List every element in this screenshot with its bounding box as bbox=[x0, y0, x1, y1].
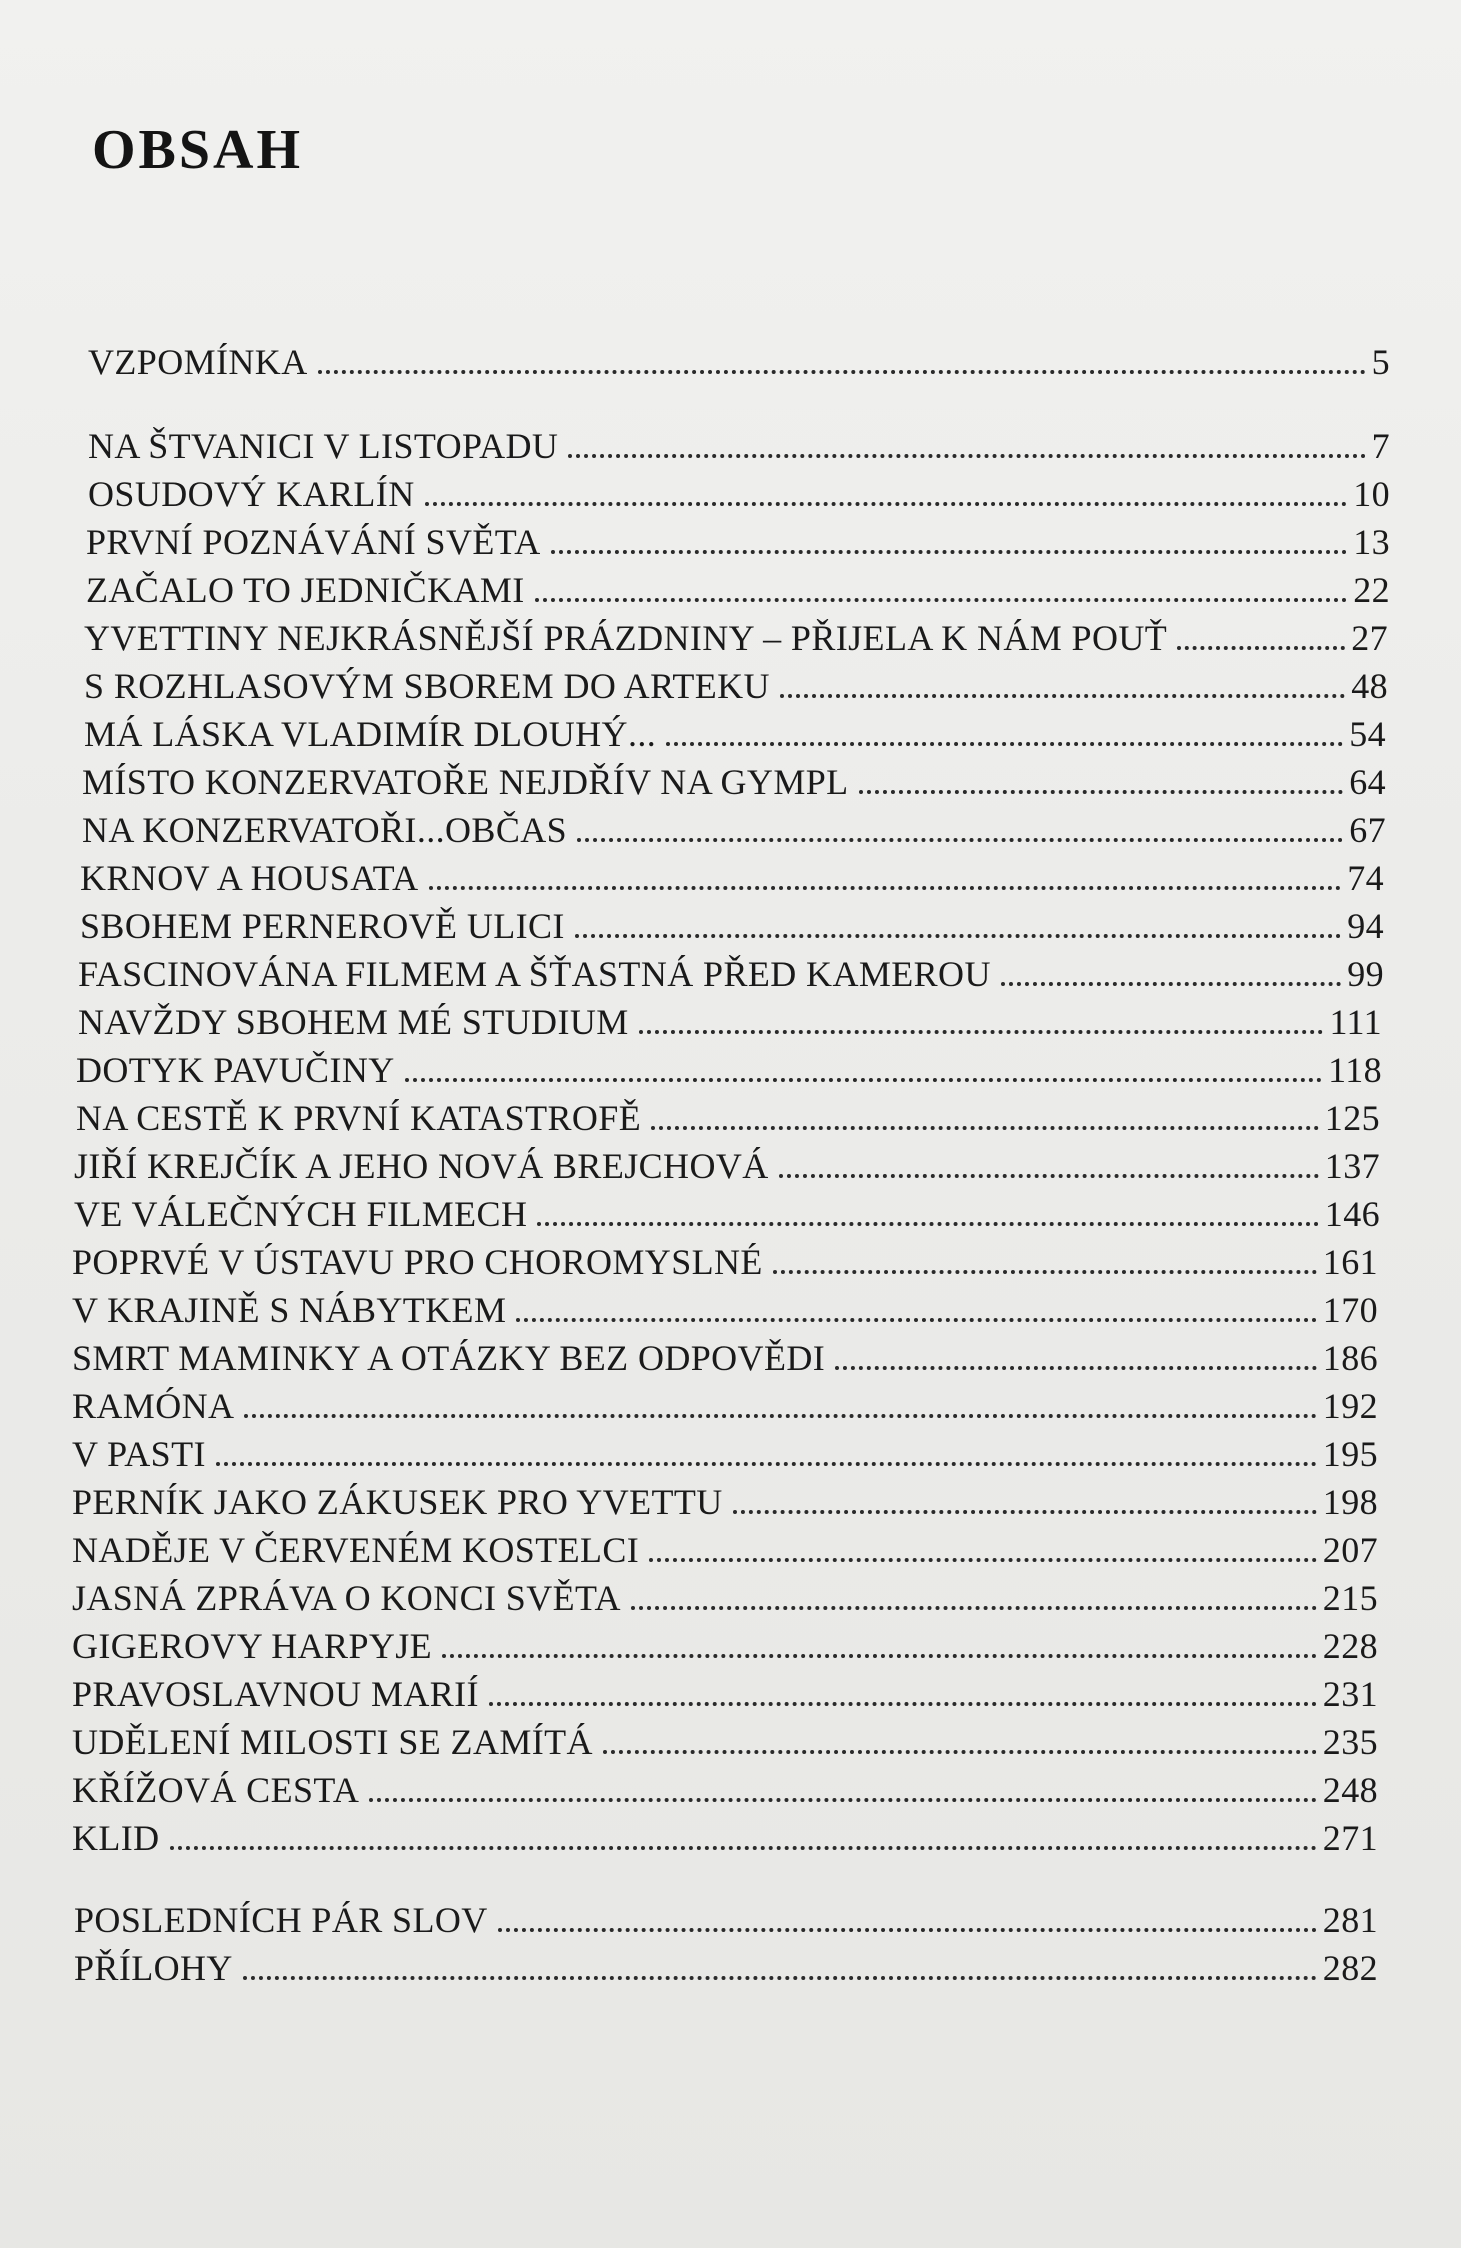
toc-dot-leader bbox=[535, 598, 1348, 602]
toc-page-number: 54 bbox=[1349, 714, 1386, 754]
toc-page-number: 228 bbox=[1322, 1626, 1378, 1666]
toc-dot-leader bbox=[577, 838, 1343, 842]
toc-entry bbox=[80, 852, 1384, 900]
toc-dot-leader bbox=[537, 1222, 1318, 1226]
toc-entry-title: V PASTI bbox=[72, 1434, 206, 1474]
toc-entry-title: S ROZHLASOVÝM SBOREM DO ARTEKU bbox=[84, 666, 770, 706]
toc-entry bbox=[82, 804, 1386, 852]
toc-dot-leader bbox=[551, 550, 1348, 554]
toc-entry-title: JIŘÍ KREJČÍK A JEHO NOVÁ BREJCHOVÁ bbox=[74, 1146, 769, 1186]
toc-entry bbox=[72, 1332, 1378, 1380]
toc-page-number: 282 bbox=[1322, 1948, 1378, 1988]
toc-entry-title: SMRT MAMINKY A OTÁZKY BEZ ODPOVĚDI bbox=[72, 1338, 826, 1378]
toc-entry-title: POPRVÉ V ÚSTAVU PRO CHOROMYSLNÉ bbox=[72, 1242, 763, 1282]
toc-page-number: 99 bbox=[1347, 954, 1384, 994]
toc-entry bbox=[74, 1942, 1378, 1990]
toc-entry-title: KRNOV A HOUSATA bbox=[80, 858, 419, 898]
toc-dot-leader bbox=[835, 1366, 1317, 1370]
toc-page-number: 281 bbox=[1322, 1900, 1378, 1940]
toc-entry bbox=[74, 1188, 1380, 1236]
toc-entry bbox=[84, 612, 1388, 660]
toc-page-number: 125 bbox=[1324, 1098, 1380, 1138]
toc-page-number: 27 bbox=[1351, 618, 1388, 658]
toc-entry bbox=[72, 1428, 1378, 1476]
toc-page-number: 5 bbox=[1371, 342, 1390, 382]
toc-entry bbox=[72, 1620, 1378, 1668]
toc-entry-title: POSLEDNÍCH PÁR SLOV bbox=[74, 1900, 488, 1940]
toc-entry bbox=[84, 660, 1388, 708]
toc-page-number: 235 bbox=[1322, 1722, 1378, 1762]
toc-entry-title: V KRAJINĚ S NÁBYTKEM bbox=[72, 1290, 507, 1330]
toc-entry bbox=[80, 900, 1384, 948]
toc-entry bbox=[72, 1380, 1378, 1428]
toc-page-number: 94 bbox=[1347, 906, 1384, 946]
toc-page-number: 231 bbox=[1322, 1674, 1378, 1714]
toc-entry-title: PRAVOSLAVNOU MARIÍ bbox=[72, 1674, 479, 1714]
toc-dot-leader bbox=[1001, 982, 1341, 986]
toc-entry-title: KŘÍŽOVÁ CESTA bbox=[72, 1770, 360, 1810]
toc-page-number: 13 bbox=[1353, 522, 1390, 562]
toc-entry bbox=[72, 1764, 1378, 1812]
toc-dot-leader bbox=[442, 1654, 1317, 1658]
toc-page-number: 207 bbox=[1322, 1530, 1378, 1570]
toc-entry bbox=[76, 1044, 1382, 1092]
toc-dot-leader bbox=[489, 1702, 1317, 1706]
toc-dot-leader bbox=[568, 454, 1365, 458]
toc-dot-leader bbox=[603, 1750, 1317, 1754]
toc-entry-title: DOTYK PAVUČINY bbox=[76, 1050, 395, 1090]
toc-entry bbox=[88, 468, 1390, 516]
toc-entry bbox=[72, 1476, 1378, 1524]
toc-dot-leader bbox=[639, 1030, 1324, 1034]
toc-entry bbox=[72, 1572, 1378, 1620]
toc-page-number: 74 bbox=[1347, 858, 1384, 898]
toc-entry-title: YVETTINY NEJKRÁSNĚJŠÍ PRÁZDNINY – PŘIJELA K NÁM POUŤ bbox=[84, 618, 1168, 658]
toc-dot-leader bbox=[666, 742, 1343, 746]
toc-page-number: 186 bbox=[1322, 1338, 1378, 1378]
toc-dot-leader bbox=[369, 1798, 1316, 1802]
toc-dot-leader bbox=[733, 1510, 1317, 1514]
toc-entry-title: FASCINOVÁNA FILMEM A ŠŤASTNÁ PŘED KAMEROU bbox=[78, 954, 991, 994]
toc-entry bbox=[74, 1894, 1378, 1942]
toc-entry-title: ZAČALO TO JEDNIČKAMI bbox=[86, 570, 525, 610]
toc-page-number: 248 bbox=[1322, 1770, 1378, 1810]
toc-entry-title: NA KONZERVATOŘI...OBČAS bbox=[82, 810, 568, 850]
toc-entry bbox=[72, 1524, 1378, 1572]
toc-page-number: 161 bbox=[1322, 1242, 1378, 1282]
toc-page-number: 215 bbox=[1322, 1578, 1378, 1618]
toc-entry-title: KLID bbox=[72, 1818, 160, 1858]
toc-page-number: 137 bbox=[1324, 1146, 1380, 1186]
page-title: OBSAH bbox=[92, 119, 304, 181]
toc-dot-leader bbox=[244, 1414, 1316, 1418]
toc-entry-title: SBOHEM PERNEROVĚ ULICI bbox=[80, 906, 565, 946]
toc-entry-title: NADĚJE V ČERVENÉM KOSTELCI bbox=[72, 1530, 640, 1570]
toc-entry bbox=[84, 708, 1386, 756]
toc-entry-title: VE VÁLEČNÝCH FILMECH bbox=[74, 1194, 528, 1234]
toc-entry-title: NAVŽDY SBOHEM MÉ STUDIUM bbox=[78, 1002, 629, 1042]
toc-entry bbox=[88, 336, 1390, 384]
toc-entry bbox=[88, 420, 1390, 468]
toc-entry bbox=[72, 1668, 1378, 1716]
toc-page-number: 170 bbox=[1322, 1290, 1378, 1330]
toc-entry-title: PERNÍK JAKO ZÁKUSEK PRO YVETTU bbox=[72, 1482, 723, 1522]
toc-dot-leader bbox=[773, 1270, 1317, 1274]
toc-entry bbox=[72, 1716, 1378, 1764]
toc-entry bbox=[72, 1284, 1378, 1332]
toc-dot-leader bbox=[429, 886, 1342, 890]
toc-dot-leader bbox=[649, 1558, 1317, 1562]
toc-entry-title: MÁ LÁSKA VLADIMÍR DLOUHÝ... bbox=[84, 714, 657, 754]
toc-entry bbox=[82, 756, 1386, 804]
toc-page-number: 118 bbox=[1328, 1050, 1382, 1090]
toc-entry-title: UDĚLENÍ MILOSTI SE ZAMÍTÁ bbox=[72, 1722, 593, 1762]
toc-page-number: 48 bbox=[1351, 666, 1388, 706]
toc-page-number: 271 bbox=[1322, 1818, 1378, 1858]
toc-entry bbox=[86, 516, 1390, 564]
toc-entry-title: JASNÁ ZPRÁVA O KONCI SVĚTA bbox=[72, 1578, 621, 1618]
toc-entry-title: NA ŠTVANICI V LISTOPADU bbox=[88, 426, 559, 466]
toc-entry-title: RAMÓNA bbox=[72, 1386, 235, 1426]
toc-dot-leader bbox=[575, 934, 1341, 938]
toc-entry-title: OSUDOVÝ KARLÍN bbox=[88, 474, 415, 514]
toc-dot-leader bbox=[318, 370, 1366, 374]
toc-page-number: 67 bbox=[1349, 810, 1386, 850]
toc-dot-leader bbox=[516, 1318, 1316, 1322]
toc-entry bbox=[72, 1812, 1378, 1860]
toc-dot-leader bbox=[216, 1462, 1317, 1466]
toc-entry-title: PŘÍLOHY bbox=[74, 1948, 233, 1988]
toc-entry-title: NA CESTĚ K PRVNÍ KATASTROFĚ bbox=[76, 1098, 642, 1138]
toc-dot-leader bbox=[779, 1174, 1319, 1178]
toc-dot-leader bbox=[425, 502, 1348, 506]
toc-page-number: 146 bbox=[1324, 1194, 1380, 1234]
toc-dot-leader bbox=[1177, 646, 1345, 650]
toc-entry bbox=[78, 948, 1384, 996]
toc-page-number: 22 bbox=[1353, 570, 1390, 610]
toc-dot-leader bbox=[780, 694, 1345, 698]
toc-dot-leader bbox=[651, 1126, 1319, 1130]
toc-dot-leader bbox=[859, 790, 1344, 794]
toc-page-number: 10 bbox=[1353, 474, 1390, 514]
toc-page-number: 111 bbox=[1329, 1002, 1382, 1042]
toc-entry bbox=[86, 564, 1390, 612]
toc-dot-leader bbox=[243, 1976, 1317, 1980]
toc-entry bbox=[76, 1092, 1380, 1140]
toc-entry bbox=[74, 1140, 1380, 1188]
toc-dot-leader bbox=[498, 1928, 1317, 1932]
toc-page-number: 192 bbox=[1322, 1386, 1378, 1426]
toc-entry-title: VZPOMÍNKA bbox=[88, 342, 308, 382]
toc-dot-leader bbox=[170, 1846, 1317, 1850]
toc-entry-title: GIGEROVY HARPYJE bbox=[72, 1626, 433, 1666]
toc-dot-leader bbox=[631, 1606, 1317, 1610]
toc-entry bbox=[72, 1236, 1378, 1284]
toc-entry bbox=[78, 996, 1382, 1044]
toc-page-number: 64 bbox=[1349, 762, 1386, 802]
toc-entry-title: MÍSTO KONZERVATOŘE NEJDŘÍV NA GYMPL bbox=[82, 762, 849, 802]
toc-page-number: 195 bbox=[1322, 1434, 1378, 1474]
toc-dot-leader bbox=[405, 1078, 1322, 1082]
toc-entry-title: PRVNÍ POZNÁVÁNÍ SVĚTA bbox=[86, 522, 541, 562]
toc-page-number: 198 bbox=[1322, 1482, 1378, 1522]
toc-page-number: 7 bbox=[1371, 426, 1390, 466]
